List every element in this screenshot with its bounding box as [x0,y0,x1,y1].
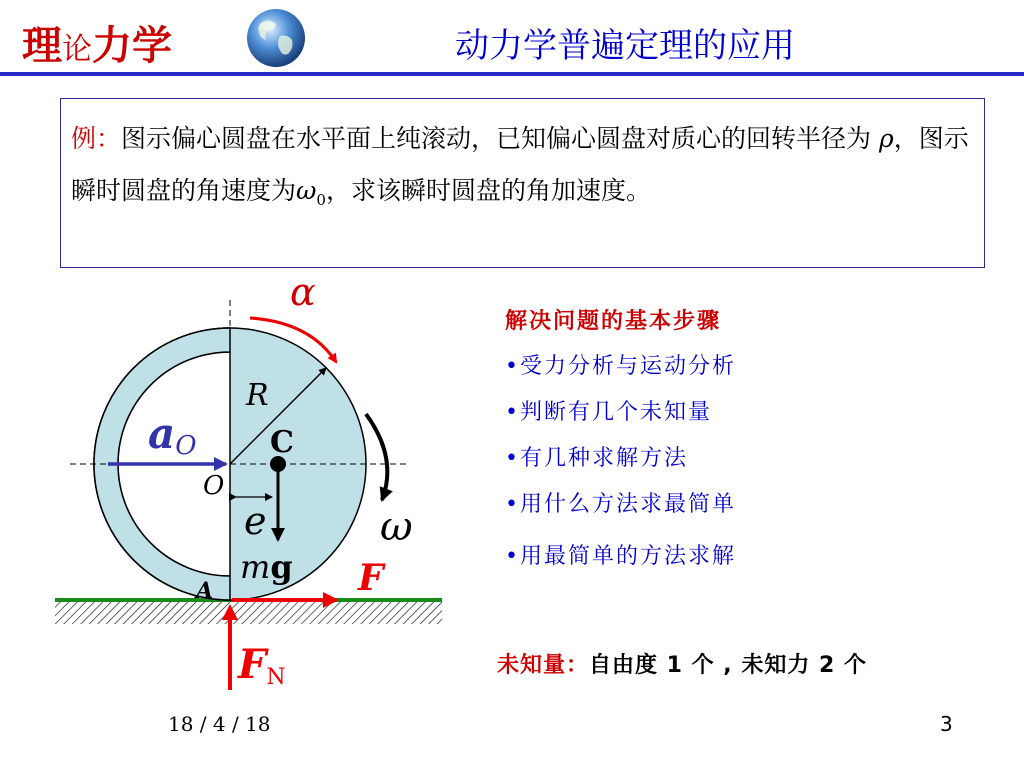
rho-symbol: ρ [878,124,894,153]
footer-date: 18 / 4 / 18 [168,712,271,736]
steps-heading: 解决问题的基本步骤 [505,309,722,334]
label-F: F [358,557,384,599]
step-item: •受力分析与运动分析 [505,354,736,379]
unknowns-summary [497,648,867,679]
problem-statement [71,113,976,226]
step-item: •有几种求解方法 [505,446,688,471]
brand-char-li: 理 [22,23,62,69]
problem-text-3: ，求该瞬时圆盘的角加速度。 [325,176,651,205]
step-item: •用最简单的方法求解 [505,544,736,569]
problem-label: 例： [71,124,122,153]
slide-title: 动力学普遍定理的应用 [455,26,795,66]
title-divider [0,72,1024,76]
label-FN: FN [238,641,286,690]
brand-char-lun: 论 [62,32,92,67]
brand-part2: 力学 [92,23,172,69]
label-omega: ω [380,504,413,550]
unknowns-value: 自由度 1 个 , 未知力 2 个 [589,653,867,678]
label-R: R [246,378,269,413]
label-aO: aO [148,409,197,461]
problem-text-2: ，图示瞬时圆盘的角速度为 [71,124,969,205]
globe-icon [244,6,308,70]
problem-box [60,98,985,268]
problem-text-1: 图示偏心圆盘在水平面上纯滚动，已知偏心圆盘对质心的回转半径为 [121,124,872,153]
step-item: •判断有几个未知量 [505,400,712,425]
label-e: e [244,499,267,543]
unknowns-label: 未知量： [497,653,590,678]
label-A: A [196,578,214,604]
ground-hatch [55,600,442,624]
brand-title [22,14,172,69]
omega-arc-arrow [366,414,387,500]
eccentric-disc-diagram [0,270,480,700]
omega0-symbol: $\omega_0$ [296,176,326,209]
label-mg: mg [240,548,293,586]
step-item: •用什么方法求最简单 [505,492,736,517]
label-O: O [203,471,225,501]
page-number: 3 [940,712,953,736]
solution-steps [505,300,945,580]
label-alpha: α [290,270,316,314]
label-C: C [270,425,294,460]
